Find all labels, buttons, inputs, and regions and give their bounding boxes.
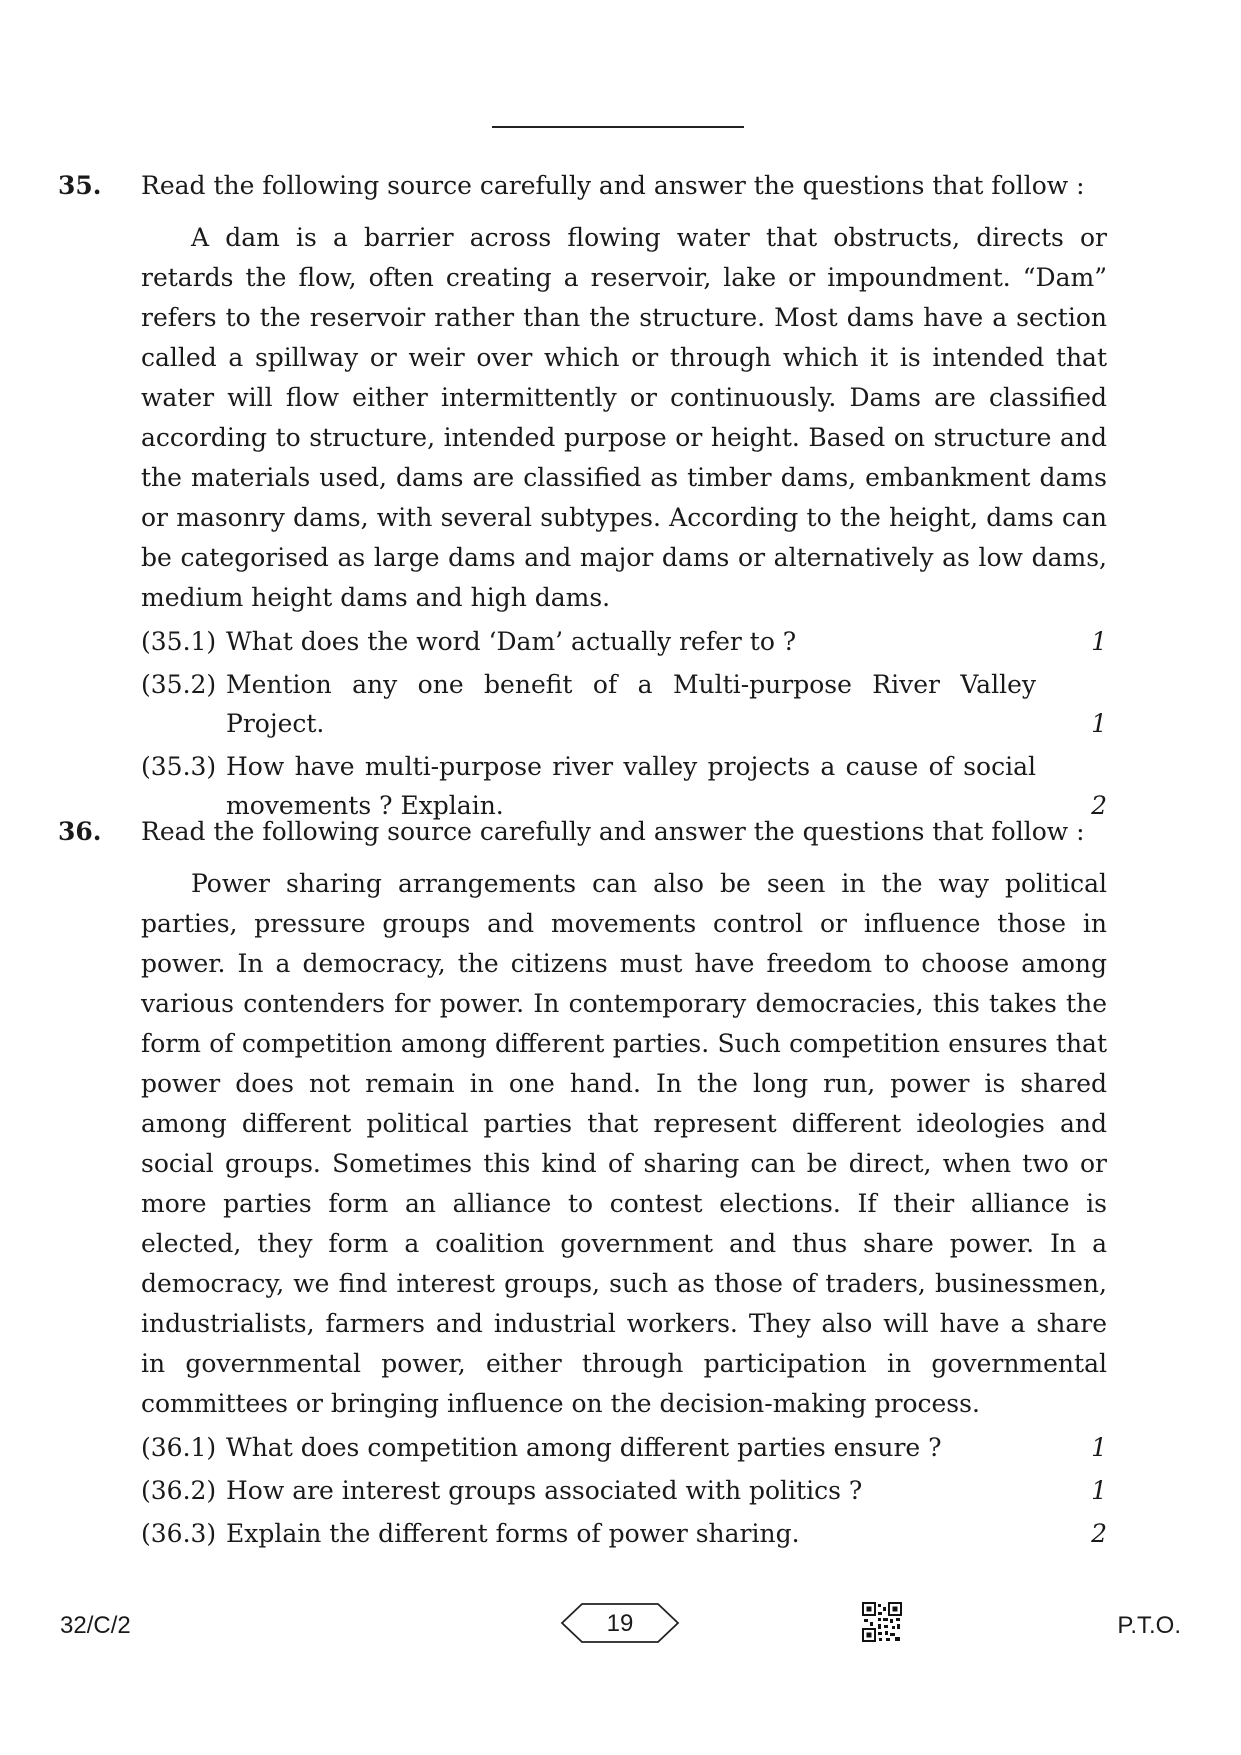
source-passage: Power sharing arrangements can also be seen in the way political parties, pressure groups and movements control or influence those in power. In a democracy, the citizens must have freedom to choose among various contenders for power. In contemporary democracies, this takes the form of competition among different parties. Such competition ensures that power does not remain in one hand. In the long run, power is shared among different political parties that represent different ideologies and social groups. Sometimes this kind of sharing can be direct, when two or more parties form an alliance to contest elections. If their alliance is elected, they form a coalition government and thus share power. In a democracy, we find interest groups, such as those of traders, businessmen, industrialists, farmers and industrial workers. They also will have a share in governmental power, either through participation in governmental committees or bringing influence on the decision-making process. xyxy=(141,869,1107,1418)
question-number: 36. xyxy=(58,817,102,846)
subquestion-marks: 1 xyxy=(1091,627,1107,656)
subquestion-35-1 xyxy=(141,622,1107,661)
subquestion-number: (35.3) xyxy=(141,752,217,781)
subquestion-text: How are interest groups associated with politics ? xyxy=(226,1476,863,1505)
paper-code: 32/C/2 xyxy=(60,1612,131,1639)
subquestion-marks: 2 xyxy=(1091,1519,1107,1548)
subquestion-text: How have multi-purpose river valley projects a cause of social movements ? Explain. xyxy=(226,752,1036,820)
subquestion-marks: 1 xyxy=(1091,709,1107,738)
subquestion-number: (36.2) xyxy=(141,1476,217,1505)
subquestion-number: (35.2) xyxy=(141,670,217,699)
page-number: 19 xyxy=(606,1610,634,1637)
subquestion-number: (36.3) xyxy=(141,1519,217,1548)
subquestion-marks: 1 xyxy=(1091,1476,1107,1505)
question-number: 35. xyxy=(58,171,102,200)
subquestion-number: (35.1) xyxy=(141,627,217,656)
subquestion-text: What does competition among different parties ensure ? xyxy=(226,1433,942,1462)
please-turn-over-label: P.T.O. xyxy=(1117,1612,1181,1639)
subquestion-text: Explain the different forms of power sharing. xyxy=(226,1519,800,1548)
question-36 xyxy=(58,812,1108,1553)
question-instruction: Read the following source carefully and answer the questions that follow : xyxy=(141,171,1085,200)
subquestion-marks: 1 xyxy=(1091,1433,1107,1462)
subquestion-36-2 xyxy=(141,1471,1107,1510)
question-instruction: Read the following source carefully and answer the questions that follow : xyxy=(141,817,1085,846)
page-number-badge xyxy=(560,1600,680,1646)
subquestion-36-1 xyxy=(141,1428,1107,1467)
subquestion-marks: 2 xyxy=(1091,791,1107,820)
question-header xyxy=(58,812,1108,852)
page-footer xyxy=(0,1600,1241,1660)
top-divider xyxy=(492,126,744,128)
subquestion-number: (36.1) xyxy=(141,1433,217,1462)
question-header xyxy=(58,166,1108,206)
subquestion-35-2 xyxy=(141,665,1107,743)
question-35 xyxy=(58,166,1108,825)
source-passage: A dam is a barrier across flowing water that obstructs, directs or retards the flow, often creating a reservoir, lake or impoundment. “Dam” refers to the reservoir rather than the structure. Most dams have a section called a spillway or weir over which or through which it is intended that water will flow either intermittently or continuously. Dams are classified according to structure, intended purpose or height. Based on structure and the materials used, dams are classified as timber dams, embankment dams or masonry dams, with several subtypes. According to the height, dams can be categorised as large dams and major dams or alternatively as low dams, medium height dams and high dams. xyxy=(141,223,1107,612)
qr-code-icon xyxy=(862,1602,902,1642)
subquestion-text: What does the word ‘Dam’ actually refer to ? xyxy=(226,627,797,656)
subquestion-36-3 xyxy=(141,1514,1107,1553)
subquestion-text: Mention any one benefit of a Multi-purpose River Valley Project. xyxy=(226,670,1036,738)
